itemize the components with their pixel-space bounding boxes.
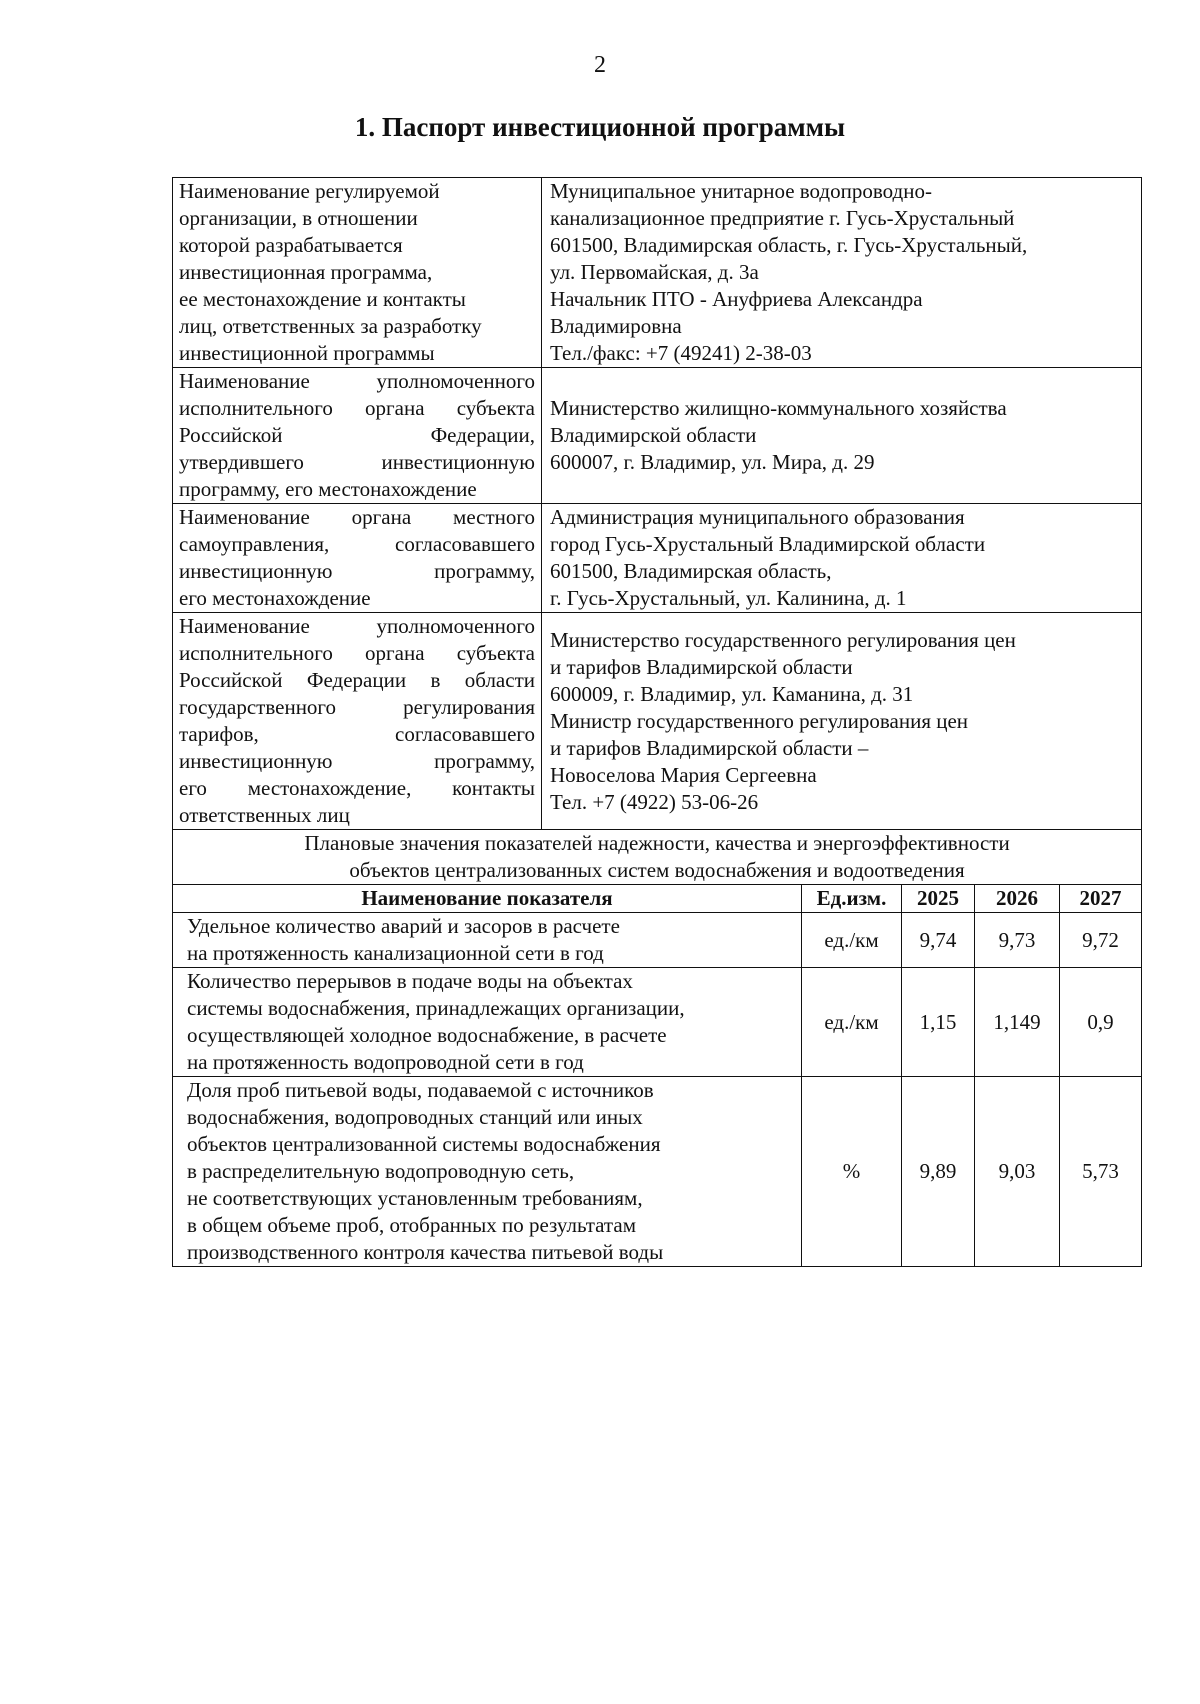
indicator-unit: % (802, 1077, 902, 1267)
indicators-header-row (173, 885, 1142, 913)
indicator-value: 1,15 (902, 968, 975, 1077)
text-line: государственного регулирования (179, 695, 535, 719)
passport-table (172, 177, 1142, 1267)
text-line: 600007, г. Владимир, ул. Мира, д. 29 (550, 450, 875, 474)
text-line: канализационное предприятие г. Гусь-Хрустальный (550, 206, 1015, 230)
passport-row (173, 613, 1142, 830)
passport-field-label (173, 613, 542, 830)
text-line: программу, его местонахождение (179, 477, 477, 501)
passport-field-value (542, 368, 1142, 504)
text-line: Наименование уполномоченного (179, 369, 535, 393)
passport-field-value (542, 178, 1142, 368)
text-line: 601500, Владимирская область, (550, 559, 832, 583)
text-line: Российской Федерации, (179, 423, 535, 447)
text-line: Удельное количество аварий и засоров в расчете (187, 914, 620, 938)
indicators-heading-line: объектов централизованных систем водоснабжения и водоотведения (349, 858, 965, 882)
indicator-row (173, 968, 1142, 1077)
text-line: Наименование уполномоченного (179, 614, 535, 638)
indicator-row (173, 913, 1142, 968)
text-line: лиц, ответственных за разработку (179, 314, 482, 338)
passport-field-value (542, 613, 1142, 830)
text-line: Администрация муниципального образования (550, 505, 965, 529)
text-line: ул. Первомайская, д. 3а (550, 260, 759, 284)
text-line: г. Гусь-Хрустальный, ул. Калинина, д. 1 (550, 586, 907, 610)
indicator-value: 9,89 (902, 1077, 975, 1267)
text-line: системы водоснабжения, принадлежащих организации, (187, 996, 685, 1020)
indicator-name (173, 968, 802, 1077)
indicator-value: 9,72 (1060, 913, 1142, 968)
text-line: инвестиционная программа, (179, 260, 433, 284)
indicator-row (173, 1077, 1142, 1267)
text-line: которой разрабатывается (179, 233, 403, 257)
text-line: 600009, г. Владимир, ул. Каманина, д. 31 (550, 681, 914, 706)
text-line: осуществляющей холодное водоснабжение, в расчете (187, 1023, 667, 1047)
text-line: исполнительного органа субъекта (179, 396, 535, 420)
text-line: Владимировна (550, 314, 682, 338)
indicators-heading-row (173, 830, 1142, 885)
text-line: 601500, Владимирская область, г. Гусь-Хрустальный, (550, 233, 1028, 257)
text-line: Тел. +7 (4922) 53-06-26 (550, 789, 759, 814)
header-indicator-name: Наименование показателя (173, 885, 802, 913)
indicator-name (173, 913, 802, 968)
text-line: объектов централизованной системы водоснабжения (187, 1132, 661, 1156)
text-line: его местонахождение (179, 586, 371, 610)
text-line: Муниципальное унитарное водопроводно- (550, 179, 932, 203)
text-line: Начальник ПТО - Ануфриева Александра (550, 287, 923, 311)
text-line: и тарифов Владимирской области (550, 654, 853, 679)
text-line: инвестиционную программу, (179, 559, 535, 583)
indicator-name (173, 1077, 802, 1267)
text-line: не соответствующих установленным требованиям, (187, 1186, 643, 1210)
page-title: 1. Паспорт инвестиционной программы (354, 112, 846, 142)
text-line: его местонахождение, контакты (179, 776, 535, 800)
text-line: производственного контроля качества питьевой воды (187, 1240, 664, 1264)
indicators-heading-line: Плановые значения показателей надежности, качества и энергоэффективности (304, 831, 1010, 855)
text-line: ответственных лиц (179, 803, 350, 827)
text-line: Владимирской области (550, 423, 757, 447)
text-line: Новоселова Мария Сергеевна (550, 762, 817, 787)
passport-row (173, 504, 1142, 613)
text-line: Наименование регулируемой (179, 179, 440, 203)
text-line: Министр государственного регулирования цен (550, 708, 969, 733)
text-line: Доля проб питьевой воды, подаваемой с источников (187, 1078, 654, 1102)
indicator-value: 5,73 (1060, 1077, 1142, 1267)
indicator-value: 9,03 (975, 1077, 1060, 1267)
text-line: инвестиционной программы (179, 341, 435, 365)
passport-row (173, 368, 1142, 504)
text-line: организации, в отношении (179, 206, 418, 230)
text-line: Министерство жилищно-коммунального хозяйства (550, 396, 1007, 420)
passport-row (173, 178, 1142, 368)
text-line: Тел./факс: +7 (49241) 2-38-03 (550, 341, 812, 365)
header-year: 2027 (1060, 885, 1142, 913)
passport-field-value (542, 504, 1142, 613)
text-line: Количество перерывов в подаче воды на объектах (187, 969, 633, 993)
header-year: 2025 (902, 885, 975, 913)
indicator-unit: ед./км (802, 968, 902, 1077)
page-number: 2 (594, 52, 606, 78)
text-line: город Гусь-Хрустальный Владимирской области (550, 532, 986, 556)
text-line: на протяженность канализационной сети в год (187, 941, 604, 965)
header-year: 2026 (975, 885, 1060, 913)
text-line: утвердившего инвестиционную (179, 450, 535, 474)
text-line: Наименование органа местного (179, 505, 535, 529)
text-line: Российской Федерации в области (179, 668, 535, 692)
indicator-value: 9,74 (902, 913, 975, 968)
text-line: тарифов, согласовавшего (179, 722, 535, 746)
passport-field-label (173, 504, 542, 613)
passport-field-label (173, 178, 542, 368)
indicator-value: 1,149 (975, 968, 1060, 1077)
indicators-heading (173, 830, 1142, 885)
indicator-value: 0,9 (1060, 968, 1142, 1077)
passport-field-label (173, 368, 542, 504)
text-line: и тарифов Владимирской области – (550, 735, 869, 760)
text-line: на протяженность водопроводной сети в год (187, 1050, 584, 1074)
text-line: исполнительного органа субъекта (179, 641, 535, 665)
text-line: водоснабжения, водопроводных станций или иных (187, 1105, 643, 1129)
indicator-value: 9,73 (975, 913, 1060, 968)
indicator-unit: ед./км (802, 913, 902, 968)
text-line: ее местонахождение и контакты (179, 287, 466, 311)
text-line: в распределительную водопроводную сеть, (187, 1159, 575, 1183)
header-unit: Ед.изм. (802, 885, 902, 913)
text-line: самоуправления, согласовавшего (179, 532, 535, 556)
text-line: Министерство государственного регулирования цен (550, 627, 1016, 652)
text-line: в общем объеме проб, отобранных по результатам (187, 1213, 636, 1237)
text-line: инвестиционную программу, (179, 749, 535, 773)
